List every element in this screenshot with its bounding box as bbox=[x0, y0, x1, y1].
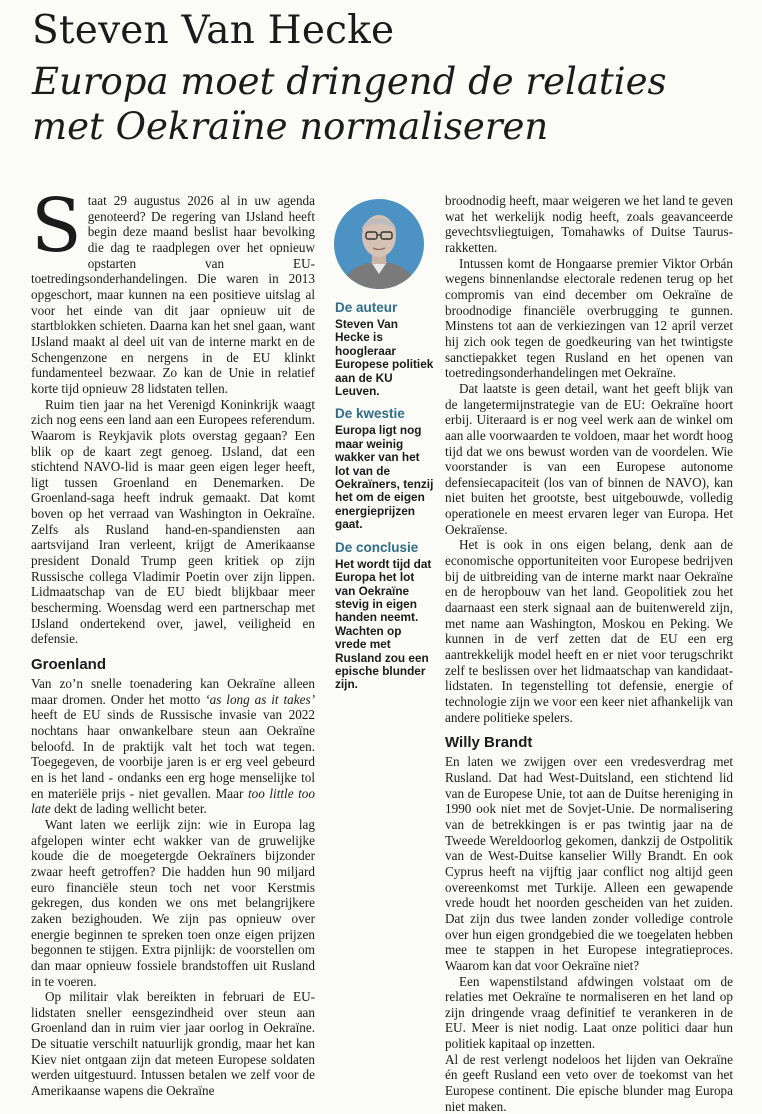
sidebar-heading-conclusion: De conclusie bbox=[335, 539, 419, 555]
article-column-right bbox=[445, 193, 733, 1114]
sidebar-heading-author: De auteur bbox=[335, 300, 398, 315]
author-portrait-icon bbox=[333, 198, 425, 290]
paragraph-4: Want laten we eerlijk zijn: wie in Europa lag afgelopen winter echt wakker van de gruwelijke koude die de moegetergde Oekraïners bijzonder zwaar heeft getroffen? Die hadden hun 90 miljard euro financiële steun toch net voor Kerstmis gekregen, dus konden we ons met belangrijkere zaken bezighouden. We zijn pas opnieuw over energie beginnen te spreken toen onze eigen prijzen begonnen te stijgen. Extra pijnlijk: de voorstellen om dan maar opnieuw fossiele brandstoffen uit Rusland in te voeren. bbox=[31, 816, 315, 989]
paragraph-3: Van zo’n snelle toenadering kan Oekraïne alleen maar dromen. Onder het motto ‘as long as it takes’ heeft de EU sinds de Russische invasie van 2022 nochtans haar onwankelbare steun aan Oekraïne beloofd. In de praktijk valt het toch wat tegen. Toegegeven, de voorbije jaren is er erg veel gebeurd en is het land - ondanks een erg hoge menselijke tol en materiële prijs - niet gevallen. Maar too little too late dekt de lading wellicht beter. bbox=[31, 676, 315, 817]
paragraph-2: Ruim tien jaar na het Verenigd Koninkrijk waagt zich nog eens een land aan een Europees referendum. Waarom is Reykjavik plots overstag gegaan? Een blik op de kaart zegt genoeg. IJsland, dat een stichtend NAVO-lid is maar geen eigen leger heeft, ligt tussen Groenland en Denemarken. De Groenland-saga heeft indruk gemaakt. Dat komt boven op het verraad van Washington in Oekraïne. Zelfs als Rusland hand-en-spandiensten aan aartsvijand Iran verleent, krijgt de Amerikaanse president Donald Trump geen kritiek op zijn Russische collega Vladimir Poetin over zijn lippen. Lidmaatschap van de EU biedt blijkbaar meer bescherming. Woensdag werd een partnerschap met IJsland ondertekend over, jawel, veiligheid en defensie. bbox=[31, 396, 315, 647]
paragraph-11: Een wapenstilstand afdwingen volstaat om de relaties met Oekraïne te normaliseren en het land op zijn dringende vraag definitief te verankeren in de EU. Meer is niet nodig. Laat onze politici daar hun politiek kapitaal op inzetten. bbox=[445, 973, 733, 1052]
paragraph-1: Staat 29 augustus 2026 al in uw agenda genoteerd? De regering van IJsland heeft begin deze maand beslist haar bevolking die dag te raadplegen over het opnieuw opstarten van EU-toetredingsonderhandelingen. Die waren in 2013 opgeschort, maar kunnen na een positieve uitslag al voor het einde van dit jaar opnieuw uit de startblokken schieten. Daarna kan het snel gaan, want IJsland maakt al deel uit van de interne markt en de Schengenzone en nergens in de EU klinkt fundamenteel bezwaar. Zo kan de Unie in relatief korte tijd opnieuw 28 lidstaten tellen. bbox=[31, 183, 315, 396]
sidebar-text-conclusion: Het wordt tijd dat Europa het lot van Oekraïne stevig in eigen handen neemt. Wachten op vrede met Rusland zou een epische blunder zijn. bbox=[335, 556, 432, 692]
section-heading-willy-brandt: Willy Brandt bbox=[445, 734, 533, 752]
paragraph-10: En laten we zwijgen over een vredesverdrag met Rusland. Dat had West-Duitsland, een stichtend lid van de Europese Unie, tot aan de Duitse hereniging in 1990 ook niet met de Sovjet-Unie. De normalisering van de betrekkingen is er pas twintig jaar na de Tweede Wereldoorlog gekomen, dankzij de Ostpolitik van de West-Duitse kanselier Willy Brandt. En ook Cyprus heeft na vijftig jaar conflict nog altijd geen overeenkomst met Turkije. Alleen een gewapende vrede houdt het noorden gescheiden van het zuiden. Dat zijn dus twee landen zonder volledige controle over hun eigen grondgebied die we toegelaten hebben mee te stappen in het Europese integratieproces. Waarom kan dat voor Oekraïne niet? bbox=[445, 754, 733, 973]
section-heading-groenland: Groenland bbox=[31, 656, 107, 674]
headline-line-2: met Oekraïne normaliseren bbox=[32, 105, 549, 148]
paragraph-6: broodnodig heeft, maar weigeren we het land te geven wat het werkelijk nodig heeft, zoals geavanceerde gevechtsvliegtuigen, Tomahawks of Duitse Taurus-rakketten. bbox=[445, 193, 733, 255]
drop-cap: S bbox=[31, 183, 82, 269]
paragraph-5: Op militair vlak bereikten in februari de EU-lidstaten sneller eensgezindheid over steun aan Groenland dan in ruim vier jaar oorlog in Oekraïne. De situatie verschilt natuurlijk grondig, maar het kan Kiev niet ontgaan zijn dat meteen Europese soldaten werden uitgestuurd. Intussen betalen we zelf voor de Amerikaanse wapens die Oekraïne bbox=[31, 989, 315, 1099]
sidebar-text-author: Steven Van Hecke is hoogleraar Europese politiek aan de KU Leuven. bbox=[335, 317, 434, 399]
article-headline bbox=[32, 59, 752, 149]
paragraph-9: Het is ook in ons eigen belang, denk aan de economische opportuniteiten voor Europese bedrijven bij de uitbreiding van de interne markt naar Oekraïne en de heropbouw van het land. Geopolitiek zou het daarnaast een sterk signaal aan de buitenwereld zijn, met name aan Washington, Moskou en Peking. We kunnen in de verf zetten dat de EU een erg aantrekkelijk model heeft en er niet voor terugschrikt zelf te beslissen over het lidmaatschap van kandidaat-lidstaten. In tegenstelling tot defensie, energie of technologie zijn we voor een keer niet afhankelijk van andere politieke spelers. bbox=[445, 537, 733, 725]
article-column-left bbox=[31, 183, 315, 1099]
paragraph-12: Al de rest verlengt nodeloos het lijden van Oekraïne én geeft Rusland een veto over de toekomst van het Europese continent. Die epische blunder mag Europa niet maken. bbox=[445, 1051, 733, 1114]
headline-line-1: Europa moet dringend de relaties bbox=[32, 60, 667, 103]
paragraph-7: Intussen komt de Hongaarse premier Viktor Orbán wegens binnenlandse electorale redenen terug op het compromis van eind december om Oekraïne de broodnodige financiële overbrugging te gunnen. Minstens tot aan de verkiezingen van 12 april verzet hij zich ook tegen de goedkeuring van het twintigste sanctiepakket tegen Rusland en het openen van toetredingsonderhandelingen met Oekraïne. bbox=[445, 255, 733, 381]
sidebar-box bbox=[335, 300, 435, 700]
sidebar-text-issue: Europa ligt nog maar weinig wakker van het lot van de Oekraïners, tenzij het om de eigen energieprijzen gaat. bbox=[335, 423, 434, 532]
sidebar-heading-issue: De kwestie bbox=[335, 406, 405, 422]
paragraph-8: Dat laatste is geen detail, want het geeft blijk van de langetermijnstrategie van de EU: Oekraïne hoort erbij. Uiteraard is er nog veel werk aan de winkel om aan alle voorwaarden te voldoen, maar het wordt hoog tijd dat we ons bewust worden van de voordelen. Wie voorstander is van een Europese autonome defensiecapaciteit (los van of binnen de NAVO), kan niet buiten het grootste, best uitgebouwde, volledig operationele en meest ervaren leger van Europa. Het Oekraïense. bbox=[445, 380, 733, 537]
author-byline: Steven Van Hecke bbox=[32, 8, 395, 53]
